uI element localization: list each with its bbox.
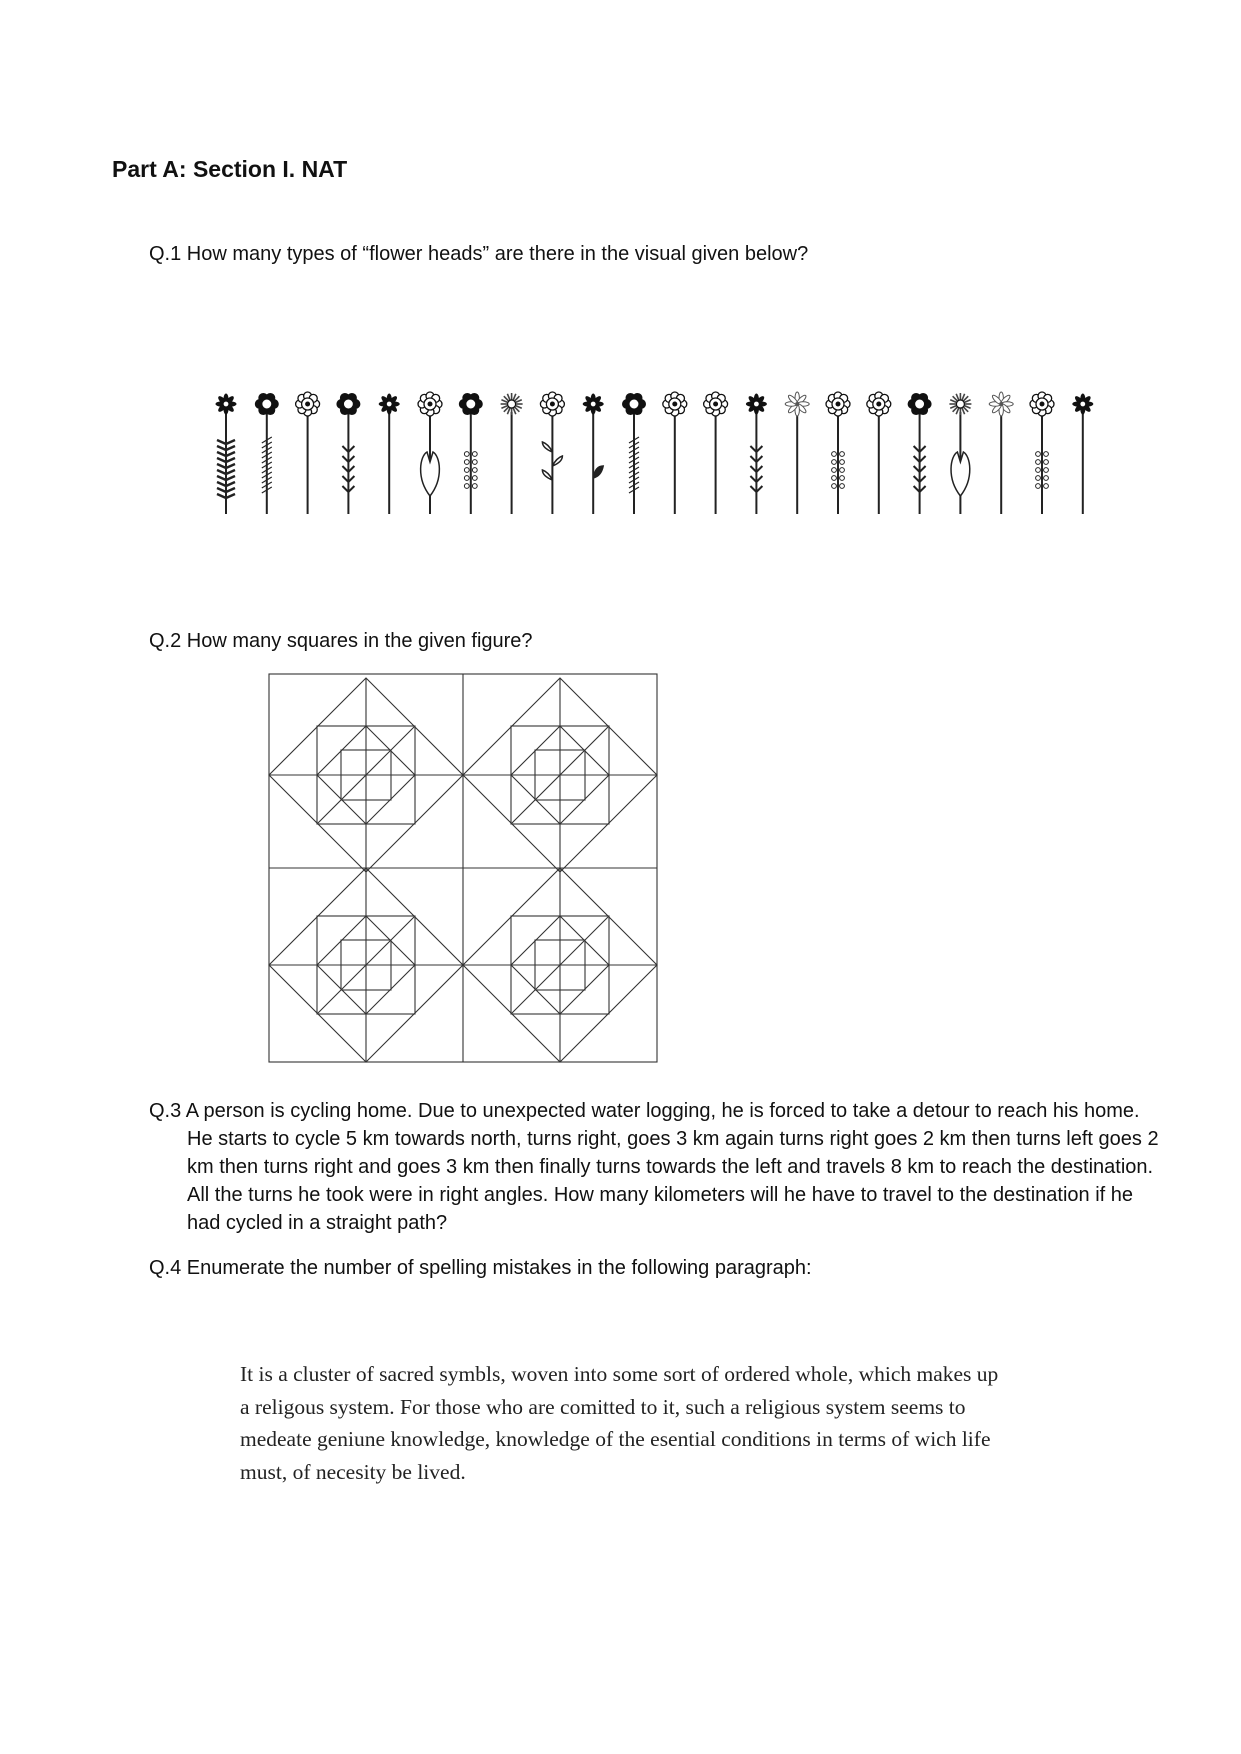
- flower: [949, 393, 971, 514]
- flower: [501, 393, 523, 514]
- question-2: Q.2 How many squares in the given figure?: [149, 630, 533, 652]
- flower-heads-figure: [200, 382, 1100, 522]
- flower: [622, 393, 646, 514]
- section-heading: Part A: Section I. NAT: [112, 156, 348, 182]
- diamond-square-motif: [463, 868, 657, 1062]
- diamond-square-motif: [269, 678, 463, 872]
- flower: [216, 394, 237, 515]
- flower: [418, 392, 442, 514]
- flower: [704, 392, 728, 514]
- flower: [867, 392, 891, 514]
- diamond-square-motif: [463, 678, 657, 872]
- flower: [826, 392, 850, 514]
- flower: [336, 393, 360, 514]
- diamond-square-motif: [269, 868, 463, 1062]
- question-3: Q.3 A person is cycling home. Due to unexpected water logging, he is forced to take a detour to reach his home. He starts to cycle 5 km towards north, turns right, goes 3 km again turns right goes 2 km then turns left goes 2 km then turns right and goes 3 km then finally turns towards the left and travels 8 km to reach the destination. All the turns he took were in right angles. How many kilometers will he have to travel to the destination if he had cycled in a straight path?: [149, 1100, 1159, 1234]
- flower: [1072, 394, 1093, 515]
- spelling-paragraph: It is a cluster of sacred symbls, woven into some sort of ordered whole, which makes up a religous system. For those who are comitted to it, such a religious system seems to medeate geniune knowledge, knowledge of the esential conditions in terms of wich life must, of necesity be lived.: [240, 1362, 999, 1484]
- question-4: Q.4 Enumerate the number of spelling mistakes in the following paragraph:: [149, 1257, 812, 1279]
- flower: [908, 393, 932, 514]
- question-1: Q.1 How many types of “flower heads” are there in the visual given below?: [149, 243, 809, 265]
- squares-figure: [268, 673, 658, 1064]
- flower: [540, 392, 564, 514]
- flower: [583, 394, 604, 515]
- flower: [459, 393, 483, 514]
- flower: [663, 392, 687, 514]
- flower: [785, 392, 809, 514]
- flower: [379, 394, 400, 515]
- flower: [296, 392, 320, 514]
- flower: [1030, 392, 1054, 514]
- flower: [255, 393, 279, 514]
- flower: [746, 394, 767, 515]
- flower: [989, 392, 1013, 514]
